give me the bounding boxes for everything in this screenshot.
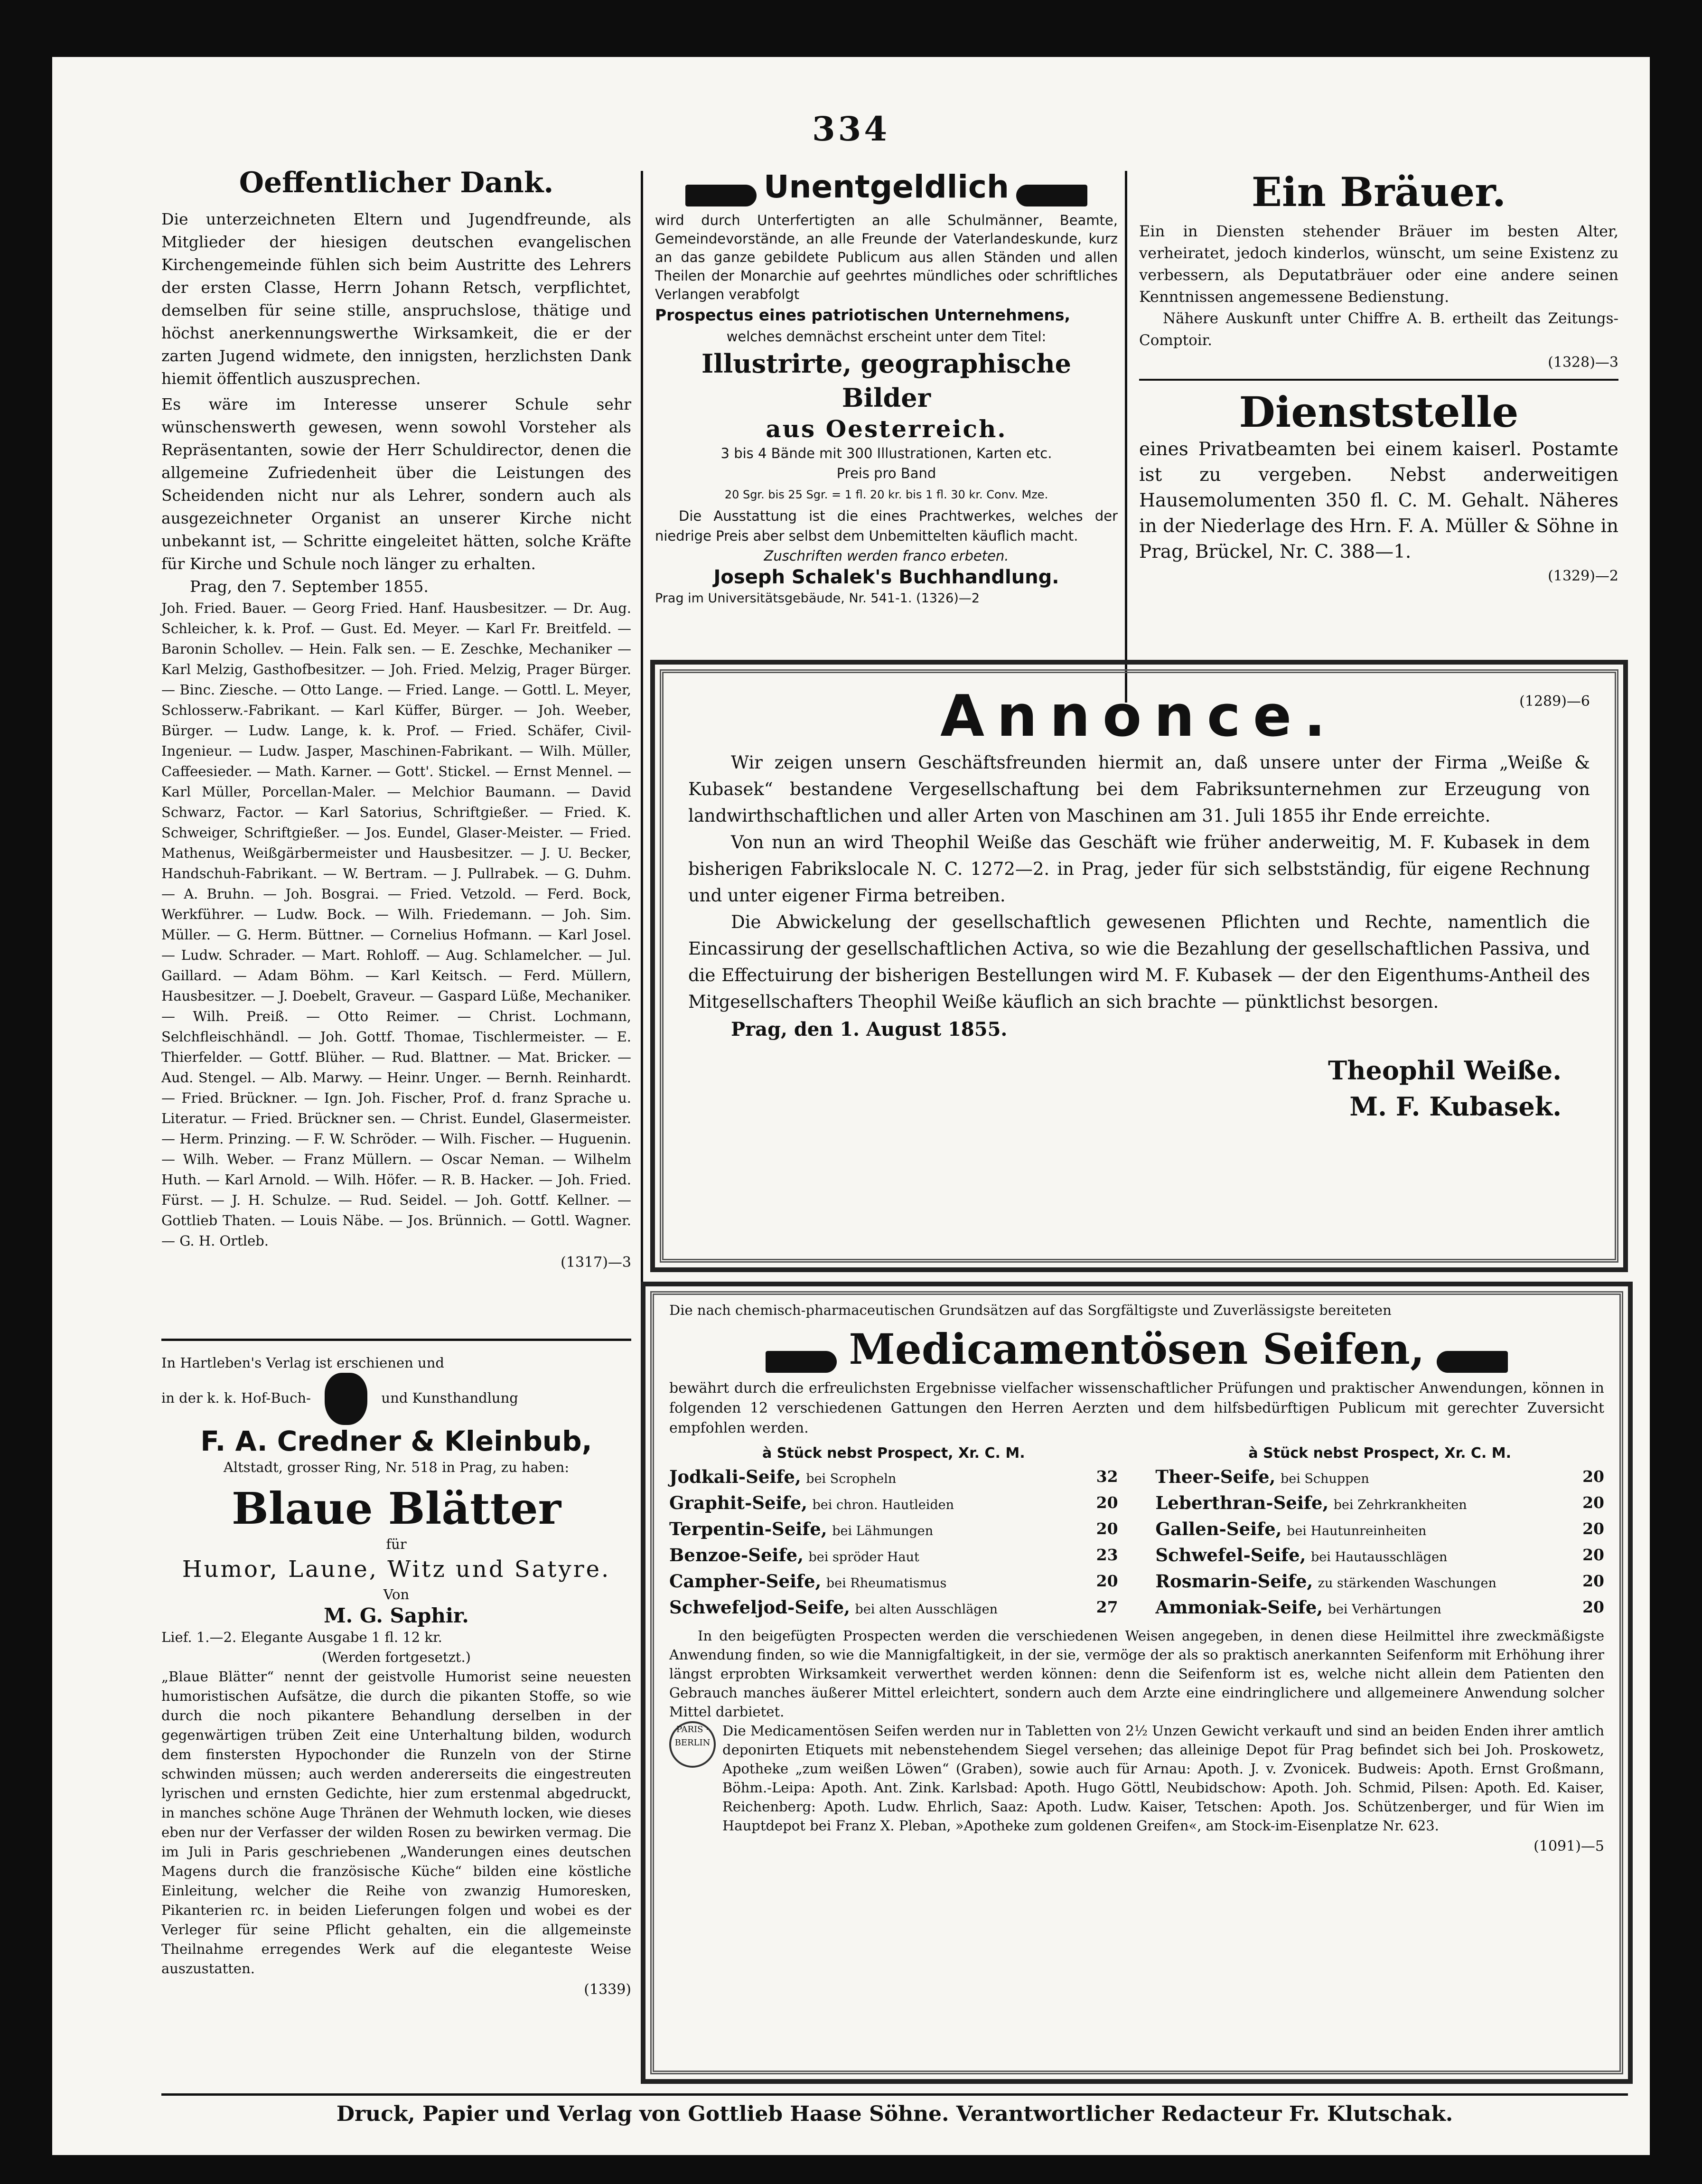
unentgeldlich-title: Unentgeldlich [763, 169, 1010, 205]
annonce-para-1: Wir zeigen unsern Geschäftsfreunden hiermit an, daß unsere unter der Firma „Weiße & Kubasek“ bestandene Vergesellschaftung bei dem Fabriksunternehmen zur Erzeugung von landwirthschaftlichen und aller Arten von Maschinen am 31. Juli 1855 ihr Ende erreichte. [688, 752, 1590, 826]
divider-col3 [1139, 379, 1618, 381]
double-eagle-icon [325, 1373, 367, 1425]
seifen-body-2: Die Medicamentösen Seifen werden nur in Tabletten von 2½ Unzen Gewicht verkauft und sind an beiden Enden ihrer amtlich deponirten Etiquets mit nebenstehendem Siegel versehen; das alleinige Depot für Prag befindet sich bei Joh. Proskowetz, Apotheke „zum weißen Löwen“ (Graben), sowie auch für Arnau: Apoth. J. v. Zvonicek. Budweis: Apoth. Ernst Großmann, Böhm.-Leipa: Apoth. Ant. Zink. Karlsbad: Apoth. Hugo Göttl, Neubidschow: Apoth. Joh. Schmid, Pilsen: Apoth. Ed. Kaiser, Reichenberg: Apoth. Ludw. Ehrlich, Saaz: Apoth. Ludw. Kaiser, Tetschen: Apoth. Jos. Schützenberger, und für Wien im Hauptdepot bei Franz X. Pleban, »Apotheke zum goldenen Greifen«, am Stock-im-Eisenplatze Nr. 623. [722, 1723, 1604, 1834]
dienst-ref: (1329)—2 [1548, 568, 1618, 584]
seifen-body-1: In den beigefügten Prospecten werden die verschiedenen Weisen angegeben, in denen diese Heilmittel ihre zweckmäßigste Anwendung finden, so wie die Mannigfaltigkeit, in der sie, vermöge der als so praktisch anerkannten Seifenform mit Erhöhung ihrer längst erprobten Wirksamkeit verwerthet werden können: denn die Seifenform ist es, welche nicht allein dem Patienten den Gebrauch manches äußerer Mittel erleichtert, sondern auch dem Arzte eine eindringlichere und allgemeinere Anwendung solcher Mittel darbietet. [669, 1628, 1604, 1720]
soap-use: bei Schuppen [1280, 1472, 1369, 1486]
annonce-para-2: Von nun an wird Theophil Weiße das Geschäft wie früher anderweitig, M. F. Kubasek in dem bisherigen Fabrikslocale N. C. 1272—2. in Prag, jeder für sich selbstständig, für eigene Rechnung und unter eigener Firma betreiben. [688, 832, 1590, 906]
seifen-right-column [1155, 1442, 1604, 1622]
seifen-intro: Die nach chemisch-pharmaceutischen Grundsätzen auf das Sorgfältigste und Zuverlässigste bereiteten [669, 1302, 1392, 1318]
blaue-subtitle: Humor, Laune, Witz und Satyre. [182, 1556, 611, 1583]
dank-para-1: Die unterzeichneten Eltern und Jugendfreunde, als Mitglieder der hiesigen deutschen evangelischen Kirchengemeinde fühlen sich beim Austritte des Lehrers der ersten Classe, Herrn Johann Retsch, verpflichtet, demselben für seine stille, anspruchslose, thätige und höchst anerkennungswerthe Wirksamkeit, die er der zarten Jugend widmete, den innigsten, herzlichsten Dank hiemit öffentlich auszusprechen. [161, 210, 631, 388]
work-note: Die Ausstattung ist die eines Prachtwerkes, welches der niedrige Preis aber selbst dem Unbemittelten käuflich macht. [655, 507, 1118, 544]
seifen-left-head: à Stück nebst Prospect, Xr. C. M. [762, 1445, 1025, 1462]
soap-price: 20 [1582, 1519, 1604, 1538]
soap-item-label [1155, 1465, 1369, 1491]
soap-price: 20 [1582, 1546, 1604, 1564]
soap-name: Ammoniak-Seife, [1155, 1597, 1323, 1618]
credner-address: Altstadt, grosser Ring, Nr. 518 in Prag, zu haben: [223, 1459, 570, 1475]
schalek-firm: Joseph Schalek's Buchhandlung. [713, 566, 1059, 588]
annonce-box [688, 684, 1590, 1253]
soap-use: bei chron. Hautleiden [812, 1498, 954, 1512]
soap-use: bei Scropheln [806, 1472, 897, 1486]
seifen-desc: bewährt durch die erfreulichsten Ergebnisse vielfacher wissenschaftlicher Prüfungen und praktischer Anwendungen, können in folgenden 12 verschiedenen Gattungen den Herren Aerzten und dem hilfsbedürftigen Publicum mit gerechter Zuversicht empfohlen werden. [669, 1380, 1604, 1436]
seifen-right-list [1155, 1465, 1604, 1622]
pointing-hand-right-icon [766, 1351, 837, 1373]
seifen-right-head: à Stück nebst Prospect, Xr. C. M. [1248, 1445, 1512, 1462]
footer-imprint: Druck, Papier und Verlag von Gottlieb Haase Söhne. Verantwortlicher Redacteur Fr. Klutschak. [336, 2102, 1453, 2126]
column-rule-2 [1125, 171, 1127, 703]
prospectus-2: welches demnächst erscheint unter dem Titel: [726, 328, 1047, 345]
dank-title: Oeffentlicher Dank. [239, 166, 554, 199]
credner-intro-2b: und Kunsthandlung [381, 1390, 518, 1406]
pointing-hand-left-icon [1016, 185, 1087, 206]
braeuer-body: Ein in Diensten stehender Bräuer im besten Alter, verheiratet, jedoch kinderlos, wünscht, um seine Existenz zu verbessern, als Deputatbräuer oder eine andere seinen Kenntnissen angemessene Bedienstung. [1139, 222, 1618, 306]
soap-item-label [669, 1595, 998, 1622]
newspaper-page [52, 57, 1650, 2155]
soap-name: Benzoe-Seife, [669, 1545, 804, 1565]
unentgeldlich-body: wird durch Unterfertigten an alle Schulmänner, Beamte, Gemeindevorstände, an alle Freunde der Vaterlandeskunde, kurz an das ganze gebildete Publicum aus allen Ständen und allen Theilen der Monarchie auf geehrtes mündliches oder schriftliches Verlangen verabfolgt [655, 212, 1118, 302]
divider-col1 [161, 1339, 631, 1341]
dank-para-2: Es wäre im Interesse unserer Schule sehr wünschenswerth gewesen, wenn sowohl Vorsteher als Repräsentanten, sowie der Herr Schuldirector, denen die allgemeine Zufriedenheit über die Leistungen des Scheidenden nicht nur als Lehrer, sondern auch als ausgezeichneter Organist an unserer Kirche nicht unbekannt ist, — Schritte eingeleitet hätten, solche Kräfte für Kirche und Schule noch länger zu erhalten. [161, 395, 631, 573]
schalek-address: Prag im Universitätsgebäude, Nr. 541-1. (1326)—2 [655, 591, 980, 606]
soap-use: bei Zehrkrankheiten [1333, 1498, 1467, 1512]
soap-name: Gallen-Seife, [1155, 1518, 1282, 1539]
column-credner [161, 1353, 631, 2001]
blaue-cont: (Werden fortgesetzt.) [321, 1649, 471, 1665]
footer-rule [161, 2093, 1628, 2096]
page-number: 334 [812, 109, 890, 149]
dienst-body: eines Privatbeamten bei einem kaiserl. Postamte ist zu vergeben. Nebst anderweitigen Hausemolumenten 350 fl. C. M. Gehalt. Näheres in der Niederlage des Hrn. F. A. Müller & Söhne in Prag, Brückel, Nr. C. 388—1. [1139, 439, 1618, 562]
soap-name: Graphit-Seife, [669, 1492, 807, 1513]
soap-use: bei alten Ausschlägen [855, 1602, 998, 1617]
soap-item-label [669, 1543, 919, 1569]
soap-item-row [669, 1465, 1118, 1491]
soap-price: 20 [1582, 1467, 1604, 1486]
braeuer-title: Ein Bräuer. [1251, 169, 1506, 216]
soap-use: bei Rheumatismus [826, 1576, 947, 1591]
soap-price: 20 [1582, 1493, 1604, 1512]
column-dank [161, 166, 631, 1274]
seifen-title: Medicamentösen Seifen, [849, 1324, 1425, 1374]
blaue-author: M. G. Saphir. [324, 1604, 469, 1627]
seal-stamp-icon: PARIS · BERLIN [669, 1721, 716, 1768]
annonce-signature-2: M. F. Kubasek. [1349, 1091, 1562, 1122]
soap-price: 20 [1582, 1572, 1604, 1590]
annonce-date: Prag, den 1. August 1855. [731, 1018, 1008, 1040]
soap-item-row [1155, 1491, 1604, 1517]
soap-item-row [1155, 1465, 1604, 1491]
soap-name: Theer-Seife, [1155, 1466, 1276, 1487]
soap-use: bei Lähmungen [832, 1524, 934, 1538]
soap-name: Rosmarin-Seife, [1155, 1571, 1313, 1592]
braeuer-info: Nähere Auskunft unter Chiffre A. B. ertheilt das Zeitungs-Comptoir. [1139, 310, 1618, 349]
column-unentgeldlich [655, 169, 1118, 609]
soap-item-row [669, 1491, 1118, 1517]
annonce-signature-1: Theophil Weiße. [1328, 1055, 1562, 1086]
soap-item-row [669, 1543, 1118, 1569]
annonce-header [688, 684, 1590, 750]
annonce-title: Annonce. [940, 684, 1338, 750]
soap-item-row [669, 1569, 1118, 1595]
prospectus: Prospectus eines patriotischen Unternehmens, [655, 305, 1071, 324]
blaue-fuer: für [386, 1536, 407, 1552]
work-subtitle: aus Oesterreich. [766, 414, 1007, 443]
seifen-box [669, 1301, 1604, 2070]
seifen-left-column [669, 1442, 1118, 1622]
soap-name: Campher-Seife, [669, 1571, 822, 1592]
blaue-ref: (1339) [584, 1981, 631, 1998]
soap-item-label [669, 1569, 946, 1595]
soap-item-row [1155, 1543, 1604, 1569]
blaue-body: „Blaue Blätter“ nennt der geistvolle Humorist seine neuesten humoristischen Aufsätze, die durch die pikanten Stoffe, so wie durch die noch pikantere Behandlung derselben in der gegenwärtigen trüben Zeit eine Unterhaltung bilden, wodurch dem finstersten Hypochonder die Runzeln von der Stirne schwinden müssen; auch werden andererseits die eingestreuten lyrischen und ernsten Gedichte, hier zum erstenmal abgedruckt, in manches schöne Auge Thränen der Wehmuth locken, wie dieses eben nur der Verfasser der wilden Rosen zu bewirken vermag. Die im Juli in Paris geschriebenen „Wanderungen eines deutschen Magens durch die französische Küche“ bilden eine köstliche Einleitung, welcher die Reihe von zwanzig Humoresken, Pikanterien rc. in beiden Lieferungen folgen und wobei es der Verleger für seine Pflicht gehalten, ein die allgemeinste Theilnahme erregendes Werk auf die eleganteste Weise auszustatten. [161, 1668, 631, 1977]
soap-name: Schwefeljod-Seife, [669, 1597, 851, 1618]
seifen-left-list [669, 1465, 1118, 1622]
dank-ref: (1317)—3 [561, 1254, 631, 1271]
pointing-hand-left-icon [1437, 1351, 1508, 1373]
soap-item-label [1155, 1491, 1467, 1517]
soap-item-label [1155, 1517, 1426, 1543]
blaue-price: Lief. 1.—2. Elegante Ausgabe 1 fl. 12 kr. [161, 1629, 442, 1645]
annonce-para-3: Die Abwickelung der gesellschaftlich gewesenen Pflichten und Rechte, namentlich die Eincassirung der gesellschaftlichen Activa, so wie die Bezahlung der gesellschaftlichen Passiva, und die Effectuirung der bisherigen Bestellungen wird M. F. Kubasek — der den Eigenthums-Antheil des Mitgesellschafters Theophil Weiße käuflich an sich brachte — pünktlichst besorgen. [688, 912, 1590, 1012]
soap-item-row [1155, 1595, 1604, 1622]
soap-price: 20 [1582, 1598, 1604, 1616]
credner-intro-1: In Hartleben's Verlag ist erschienen und [161, 1355, 444, 1371]
credner-intro-2a: in der k. k. Hof-Buch- [161, 1390, 311, 1406]
work-price: 20 Sgr. bis 25 Sgr. = 1 fl. 20 kr. bis 1 fl. 30 kr. Conv. Mze. [724, 487, 1048, 501]
soap-price: 27 [1096, 1598, 1118, 1616]
credner-intro-2 [161, 1373, 631, 1425]
credner-firm: F. A. Credner & Kleinbub, [200, 1425, 592, 1457]
braeuer-ref: (1328)—3 [1548, 354, 1618, 371]
soap-name: Leberthran-Seife, [1155, 1492, 1329, 1513]
dienst-title: Dienststelle [1239, 387, 1519, 437]
soap-item-row [669, 1517, 1118, 1543]
seifen-ref: (1091)—5 [1534, 1838, 1604, 1855]
soap-use: bei Hautunreinheiten [1287, 1524, 1427, 1538]
soap-item-row [1155, 1517, 1604, 1543]
soap-use: bei Verhärtungen [1328, 1602, 1441, 1617]
soap-price: 20 [1096, 1493, 1118, 1512]
soap-use: zu stärkenden Waschungen [1318, 1576, 1496, 1591]
soap-use: bei Hautausschlägen [1310, 1550, 1448, 1565]
soap-item-row [1155, 1569, 1604, 1595]
annonce-ref: (1289)—6 [1519, 693, 1590, 710]
soap-item-row [669, 1595, 1118, 1622]
column-braeuer [1139, 169, 1618, 588]
seifen-table [669, 1442, 1604, 1622]
seifen-header [669, 1324, 1604, 1374]
soap-use: bei spröder Haut [808, 1550, 919, 1565]
pointing-hand-right-icon [685, 185, 757, 206]
franco-note: Zuschriften werden franco erbeten. [764, 547, 1009, 564]
soap-item-label [1155, 1543, 1447, 1569]
soap-item-label [669, 1465, 896, 1491]
unentgeldlich-header [655, 169, 1118, 206]
soap-name: Schwefel-Seife, [1155, 1545, 1306, 1565]
blaue-von: Von [383, 1586, 410, 1603]
blaue-blaetter-title: Blaue Blätter [231, 1483, 561, 1534]
seifen-depot-block [669, 1721, 1604, 1835]
soap-item-label [669, 1517, 933, 1543]
soap-price: 32 [1096, 1467, 1118, 1486]
soap-item-label [1155, 1569, 1496, 1595]
soap-price: 20 [1096, 1572, 1118, 1590]
soap-price: 20 [1096, 1519, 1118, 1538]
soap-price: 23 [1096, 1546, 1118, 1564]
dank-date: Prag, den 7. September 1855. [190, 577, 429, 596]
soap-item-label [669, 1491, 954, 1517]
dank-names: Joh. Fried. Bauer. — Georg Fried. Hanf. Hausbesitzer. — Dr. Aug. Schleicher, k. k. Prof. — Gust. Ed. Meyer. — Karl Fr. Breitfeld. — Baronin Schollev. — Hein. Falk sen. — E. Zeschke, Mechaniker — Karl Melzig, Gasthofbesitzer. — Joh. Fried. Melzig, Prager Bürger. — Binc. Ziesche. — Otto Lange. — Fried. Lange. — Gottl. L. Meyer, Schlosserw.-Fabrikant. — Karl Küffer, Bürger. — Joh. Weeber, Bürger. — Ludw. Lange, k. k. Prof. — Fried. Schäfer, Civil-Ingenieur. — Ludw. Jasper, Maschinen-Fabrikant. — Wilh. Müller, Caffeesieder. — Math. Karner. — Gott'. Stickel. — Ernst Mennel. — Karl Müller, Porcellan-Maler. — Melchior Baumann. — David Schwarz, Factor. — Karl Satorius, Schriftgießer. — Fried. K. Schweiger, Schriftgießer. — Jos. Eundel, Glaser-Meister. — Fried. Mathenus, Weißgärbermeister und Hausbesitzer. — J. U. Becker, Handschuh-Fabrikant. — W. Bertram. — J. Pullrabek. — G. Duhm. — A. Bruhn. — Joh. Bosgrai. — Fried. Vetzold. — Ferd. Bock, Werkführer. — Ludw. Bock. — Wilh. Friedemann. — Joh. Sim. Müller. — G. Herm. Büttner. — Cornelius Hofmann. — Karl Josel. — Ludw. Schrader. — Mart. Rohloff. — Aug. Schlamelcher. — Jul. Gaillard. — Adam Böhm. — Karl Keitsch. — Ferd. Müllern, Hausbesitzer. — J. Doebelt, Graveur. — Gaspard Lüße, Mechaniker. — Wilh. Preiß. — Otto Reimer. — Christ. Lochmann, Selchfleischhändl. — Joh. Gottf. Thomae, Tischlermeister. — E. Thierfelder. — Gottf. Blüher. — Rud. Blattner. — Mat. Bricker. — Aud. Stengel. — Alb. Marwy. — Heinr. Unger. — Bernh. Reinhardt. — Fried. Brückner. — Ign. Joh. Fischer, Prof. d. franz Sprache u. Literatur. — Fried. Brückner sen. — Christ. Eundel, Glasermeister. — Herm. Prinzing. — F. W. Schröder. — Wilh. Fischer. — Huguenin. — Wilh. Weber. — Franz Müllern. — Oscar Neman. — Wilhelm Huth. — Karl Arnold. — Wilh. Höfer. — R. B. Hacker. — Joh. Fried. Fürst. — J. H. Schulze. — Rud. Seidel. — Joh. Gottf. Kellner. — Gottlieb Thaten. — Louis Näbe. — Jos. Brünnich. — Gottl. Wagner. — G. H. Ortleb. [161, 600, 631, 1249]
soap-item-label [1155, 1595, 1441, 1622]
work-volumes: 3 bis 4 Bände mit 300 Illustrationen, Karten etc. [720, 445, 1052, 461]
soap-name: Jodkali-Seife, [669, 1466, 801, 1487]
soap-name: Terpentin-Seife, [669, 1518, 827, 1539]
price-head: Preis pro Band [836, 465, 936, 481]
work-title: Illustrirte, geographische Bilder [701, 348, 1071, 413]
